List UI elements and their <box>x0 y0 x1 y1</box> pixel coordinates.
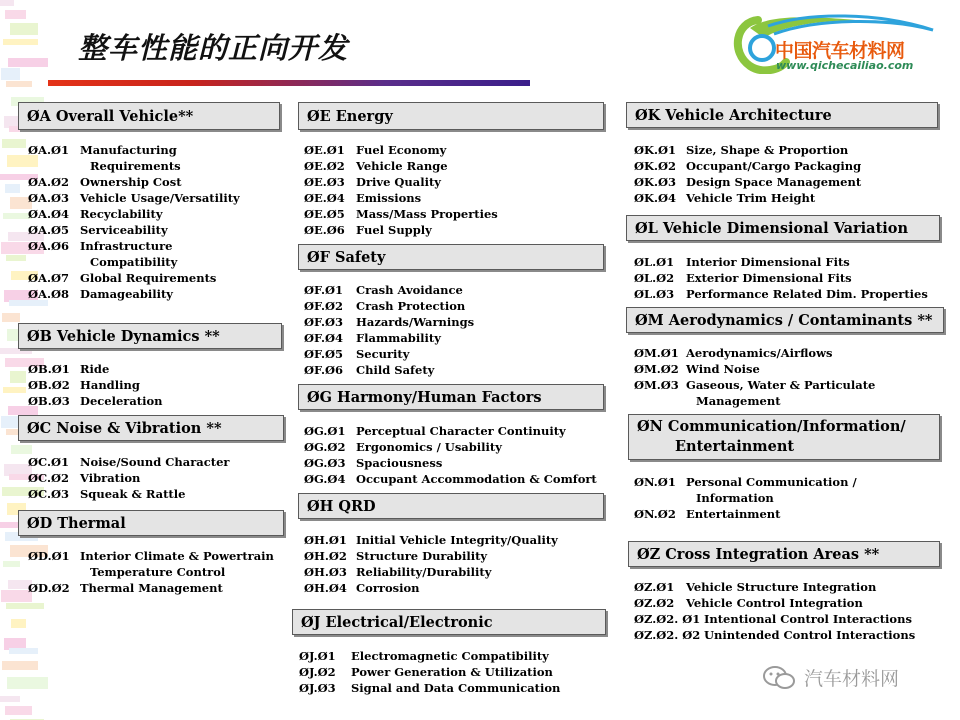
section-e-header: ØE Energy <box>298 102 604 130</box>
item-label: Size, Shape & Proportion <box>686 143 849 157</box>
decor-stripe <box>0 696 20 702</box>
item-label: Structure Durability <box>356 549 488 563</box>
list-item <box>304 222 498 238</box>
list-item <box>634 361 875 377</box>
decor-stripe <box>10 371 26 383</box>
list-item <box>304 455 597 471</box>
item-label: Corrosion <box>356 581 420 595</box>
logo-url[interactable]: www.qichecailiao.com <box>776 59 914 72</box>
section-n-header <box>628 414 940 460</box>
item-code: ØG.Ø1 <box>304 424 346 438</box>
list-item <box>28 377 163 393</box>
item-label: Gaseous, Water & Particulate <box>686 378 876 392</box>
decor-stripe <box>5 706 32 715</box>
item-label: Squeak & Rattle <box>80 487 186 501</box>
list-item <box>634 286 928 302</box>
decor-stripe <box>6 603 44 609</box>
item-label: Personal Communication / <box>686 475 857 489</box>
list-item <box>304 439 597 455</box>
section-n-header-line1: ØN Communication/Information/ <box>637 418 906 435</box>
item-code: ØG.Ø4 <box>304 472 346 486</box>
item-code: ØH.Ø3 <box>304 565 347 579</box>
list-item <box>304 190 498 206</box>
list-item <box>634 595 915 611</box>
item-code: ØE.Ø4 <box>304 191 345 205</box>
list-item <box>304 174 498 190</box>
list-item <box>28 270 240 286</box>
item-label: Vehicle Structure Integration <box>686 580 877 594</box>
section-k-list <box>634 142 861 206</box>
item-code: ØK.Ø1 <box>634 143 677 157</box>
list-item <box>304 282 474 298</box>
item-code: ØG.Ø2 <box>304 440 346 454</box>
section-e-list <box>304 142 498 238</box>
item-label: Damageability <box>80 287 173 301</box>
decor-stripe <box>3 561 20 567</box>
decor-stripe <box>5 10 26 19</box>
item-code: ØK.Ø3 <box>634 175 677 189</box>
item-code: ØJ.Ø1 <box>299 649 336 663</box>
item-label: Thermal Management <box>80 581 223 595</box>
decor-stripe <box>7 677 48 689</box>
list-item <box>28 470 229 486</box>
item-label: Interior Climate & Powertrain <box>80 549 274 563</box>
section-f-header: ØF Safety <box>298 244 604 270</box>
item-label: Deceleration <box>80 394 163 408</box>
decor-stripe <box>10 23 38 35</box>
list-item <box>28 454 229 470</box>
list-item <box>634 270 928 286</box>
item-label: Drive Quality <box>356 175 441 189</box>
section-h-header: ØH QRD <box>298 493 604 519</box>
item-code: ØF.Ø5 <box>304 347 344 361</box>
section-c-header: ØC Noise & Vibration ** <box>18 415 284 441</box>
list-item <box>304 142 498 158</box>
item-code: ØF.Ø2 <box>304 299 344 313</box>
item-label: Initial Vehicle Integrity/Quality <box>356 533 558 547</box>
section-c-list <box>28 454 229 502</box>
list-item <box>634 377 875 393</box>
item-code: ØH.Ø4 <box>304 581 347 595</box>
watermark <box>762 664 899 691</box>
section-n-header-line2: Entertainment <box>675 438 795 455</box>
list-item <box>299 648 560 664</box>
item-label: Occupant Accommodation & Comfort <box>356 472 597 486</box>
list-item <box>634 474 857 490</box>
list-item <box>28 222 240 238</box>
section-g-header: ØG Harmony/Human Factors <box>298 384 604 410</box>
item-label: Recyclability <box>80 207 163 221</box>
item-code: ØC.Ø2 <box>28 471 69 485</box>
item-label: Compatibility <box>90 255 178 269</box>
list-item <box>304 158 498 174</box>
item-label: Child Safety <box>356 363 435 377</box>
item-label: Management <box>696 394 781 408</box>
item-code: ØB.Ø3 <box>28 394 70 408</box>
list-item <box>304 580 558 596</box>
decor-stripe <box>3 39 38 45</box>
item-label: Handling <box>80 378 140 392</box>
item-label: Vehicle Control Integration <box>686 596 863 610</box>
item-code: ØB.Ø1 <box>28 362 70 376</box>
list-item <box>634 174 861 190</box>
decor-stripe <box>9 648 38 654</box>
item-label: Intentional Control Interactions <box>704 612 912 626</box>
item-code: ØF.Ø4 <box>304 331 344 345</box>
item-code: ØB.Ø2 <box>28 378 70 392</box>
section-d-header: ØD Thermal <box>18 510 284 536</box>
list-item <box>634 579 915 595</box>
item-code: ØA.Ø1 <box>28 143 69 157</box>
section-j-list <box>299 648 560 696</box>
list-item <box>28 238 240 254</box>
section-a-list <box>28 142 240 302</box>
item-code: ØZ.Ø2. Ø2 <box>634 628 701 642</box>
section-g-list <box>304 423 597 487</box>
item-code: ØM.Ø3 <box>634 378 679 392</box>
list-item <box>304 548 558 564</box>
decor-stripe <box>2 139 26 148</box>
list-item <box>304 362 474 378</box>
list-item <box>634 254 928 270</box>
item-label: Serviceability <box>80 223 168 237</box>
item-label: Ergonomics / Usability <box>356 440 502 454</box>
item-code: ØN.Ø2 <box>634 507 676 521</box>
list-item <box>634 611 915 627</box>
decor-stripe <box>3 387 26 393</box>
item-code: ØN.Ø1 <box>634 475 676 489</box>
list-item <box>304 423 597 439</box>
item-label: Exterior Dimensional Fits <box>686 271 852 285</box>
list-item <box>28 158 240 174</box>
item-code: ØD.Ø2 <box>28 581 70 595</box>
item-label: Perceptual Character Continuity <box>356 424 566 438</box>
decor-stripe <box>11 445 32 454</box>
item-code: ØA.Ø5 <box>28 223 69 237</box>
item-code: ØJ.Ø2 <box>299 665 336 679</box>
list-item <box>634 506 857 522</box>
list-item <box>634 490 857 506</box>
list-item <box>634 142 861 158</box>
section-b-list <box>28 361 163 409</box>
item-label: Vehicle Usage/Versatility <box>80 191 240 205</box>
item-code: ØZ.Ø1 <box>634 580 675 594</box>
item-code: ØH.Ø1 <box>304 533 347 547</box>
item-label: Fuel Economy <box>356 143 447 157</box>
logo-name: 中国汽车材料网 <box>775 40 905 62</box>
item-label: Vibration <box>80 471 141 485</box>
list-item <box>634 627 915 643</box>
section-z-list <box>634 579 915 643</box>
list-item <box>28 564 274 580</box>
item-code: ØJ.Ø3 <box>299 681 336 695</box>
section-d-list <box>28 548 274 596</box>
item-code: ØF.Ø6 <box>304 363 344 377</box>
title-underline <box>48 80 530 86</box>
item-code: ØE.Ø2 <box>304 159 345 173</box>
decor-stripe <box>8 58 48 67</box>
item-label: Vehicle Trim Height <box>686 191 816 205</box>
section-j-header: ØJ Electrical/Electronic <box>292 609 606 635</box>
decor-stripe <box>2 313 20 322</box>
list-item <box>28 393 163 409</box>
list-item <box>304 314 474 330</box>
item-label: Emissions <box>356 191 422 205</box>
item-label: Occupant/Cargo Packaging <box>686 159 862 173</box>
list-item <box>28 254 240 270</box>
item-code: ØK.Ø2 <box>634 159 677 173</box>
decor-stripe <box>0 0 14 6</box>
decor-stripe <box>6 255 26 261</box>
item-code: ØA.Ø2 <box>28 175 69 189</box>
item-code: ØE.Ø1 <box>304 143 345 157</box>
item-label: Design Space Management <box>686 175 862 189</box>
item-label: Infrastructure <box>80 239 173 253</box>
item-label: Wind Noise <box>686 362 760 376</box>
item-code: ØC.Ø3 <box>28 487 69 501</box>
item-code: ØM.Ø1 <box>634 346 679 360</box>
list-item <box>304 346 474 362</box>
section-a-header: ØA Overall Vehicle** <box>18 102 280 130</box>
item-code: ØZ.Ø2. Ø1 <box>634 612 701 626</box>
item-label: Spaciousness <box>356 456 443 470</box>
item-label: Aerodynamics/Airflows <box>686 346 833 360</box>
list-item <box>634 393 875 409</box>
section-l-header: ØL Vehicle Dimensional Variation <box>626 215 940 241</box>
item-label: Electromagnetic Compatibility <box>351 649 549 663</box>
item-code: ØK.Ø4 <box>634 191 677 205</box>
section-m-header: ØM Aerodynamics / Contaminants ** <box>626 307 944 333</box>
list-item <box>299 664 560 680</box>
list-item <box>28 361 163 377</box>
item-code: ØA.Ø7 <box>28 271 69 285</box>
decor-stripe <box>1 68 20 80</box>
item-code: ØZ.Ø2 <box>634 596 675 610</box>
item-label: Signal and Data Communication <box>351 681 561 695</box>
section-l-list <box>634 254 928 302</box>
item-label: Unintended Control Interactions <box>704 628 916 642</box>
item-code: ØG.Ø3 <box>304 456 346 470</box>
item-code: ØA.Ø6 <box>28 239 69 253</box>
list-item <box>304 298 474 314</box>
item-label: Requirements <box>90 159 181 173</box>
decor-stripe <box>6 81 32 87</box>
item-label: Security <box>356 347 410 361</box>
item-label: Crash Avoidance <box>356 283 463 297</box>
section-b-header: ØB Vehicle Dynamics ** <box>18 323 282 349</box>
item-code: ØC.Ø1 <box>28 455 69 469</box>
section-n-list <box>634 474 857 522</box>
item-code: ØE.Ø3 <box>304 175 345 189</box>
item-label: Temperature Control <box>90 565 226 579</box>
wechat-icon <box>762 665 796 691</box>
decor-stripe <box>11 619 26 628</box>
item-label: Ride <box>80 362 110 376</box>
list-item <box>28 190 240 206</box>
list-item <box>299 680 560 696</box>
item-code: ØE.Ø6 <box>304 223 345 237</box>
item-code: ØM.Ø2 <box>634 362 679 376</box>
item-label: Hazards/Warnings <box>356 315 475 329</box>
list-item <box>304 471 597 487</box>
item-code: ØF.Ø1 <box>304 283 344 297</box>
section-k-header: ØK Vehicle Architecture <box>626 102 938 128</box>
item-label: Interior Dimensional Fits <box>686 255 850 269</box>
item-label: Information <box>696 491 774 505</box>
list-item <box>634 345 875 361</box>
item-code: ØA.Ø4 <box>28 207 69 221</box>
item-label: Crash Protection <box>356 299 466 313</box>
item-code: ØH.Ø2 <box>304 549 347 563</box>
item-code: ØA.Ø8 <box>28 287 69 301</box>
item-label: Flammability <box>356 331 441 345</box>
decor-stripe <box>5 184 20 193</box>
list-item <box>304 532 558 548</box>
item-code: ØL.Ø1 <box>634 255 675 269</box>
item-label: Mass/Mass Properties <box>356 207 498 221</box>
item-label: Entertainment <box>686 507 781 521</box>
item-label: Vehicle Range <box>356 159 448 173</box>
list-item <box>304 564 558 580</box>
item-code: ØA.Ø3 <box>28 191 69 205</box>
item-label: Manufacturing <box>80 143 177 157</box>
item-label: Fuel Supply <box>356 223 432 237</box>
list-item <box>28 548 274 564</box>
section-f-list <box>304 282 474 378</box>
item-code: ØL.Ø2 <box>634 271 675 285</box>
item-label: Global Requirements <box>80 271 217 285</box>
page-title: 整车性能的正向开发 <box>78 31 349 65</box>
decor-stripe <box>2 661 38 670</box>
item-label: Reliability/Durability <box>356 565 492 579</box>
item-code: ØL.Ø3 <box>634 287 675 301</box>
list-item <box>28 174 240 190</box>
section-m-list <box>634 345 875 409</box>
item-label: Performance Related Dim. Properties <box>686 287 928 301</box>
item-code: ØD.Ø1 <box>28 549 70 563</box>
list-item <box>28 206 240 222</box>
item-code: ØE.Ø5 <box>304 207 345 221</box>
list-item <box>634 190 861 206</box>
item-code: ØF.Ø3 <box>304 315 344 329</box>
list-item <box>28 286 240 302</box>
list-item <box>28 142 240 158</box>
list-item <box>304 206 498 222</box>
list-item <box>634 158 861 174</box>
list-item <box>304 330 474 346</box>
list-item <box>28 486 229 502</box>
item-label: Noise/Sound Character <box>80 455 230 469</box>
section-h-list <box>304 532 558 596</box>
section-z-header: ØZ Cross Integration Areas ** <box>628 541 940 567</box>
item-label: Power Generation & Utilization <box>351 665 553 679</box>
item-label: Ownership Cost <box>80 175 182 189</box>
list-item <box>28 580 274 596</box>
watermark-text: 汽车材料网 <box>804 668 900 690</box>
